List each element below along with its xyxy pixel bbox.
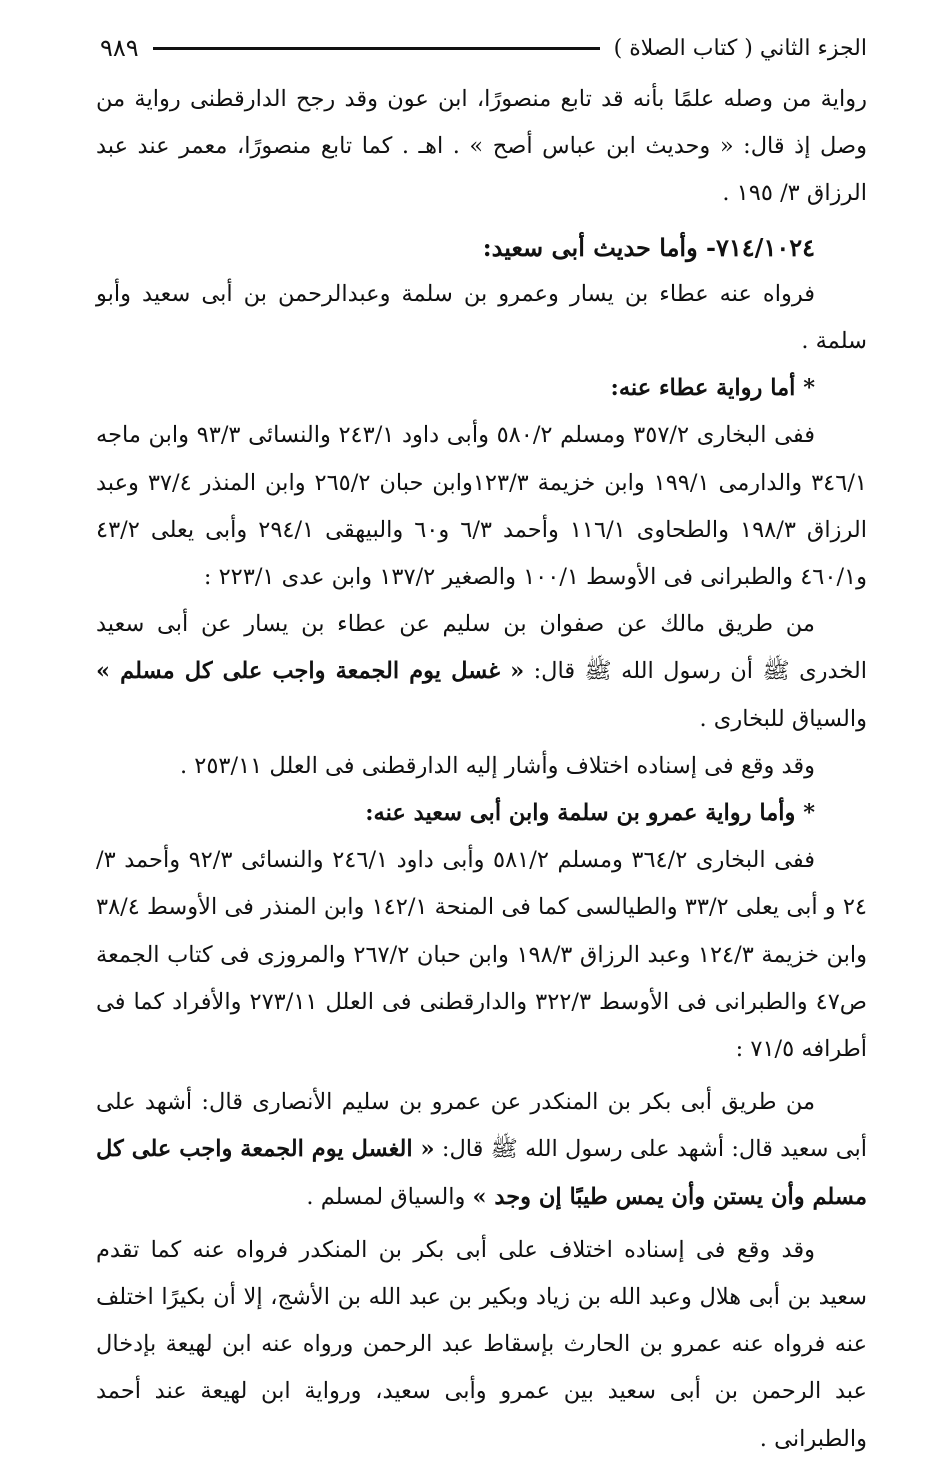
paragraph-continuation: رواية من وصله علمًا بأنه قد تابع منصورًا، ابن عون وقد رجح الدارقطنى رواية من وصل إذ قال: « وحديث ابن عباس أصح » . اهـ . كما تابع منصورًا، معمر عند عبد الرزاق ٣/ ١٩٥ . — [96, 86, 867, 207]
paragraph-ata-chain — [96, 601, 867, 743]
hadith-text: « الغسل يوم الجمعة واجب على كل مسلم وأن يستن وأن يمس طيبًا إن وجد » — [96, 1136, 867, 1210]
subheading-ata: * أما رواية عطاء عنه: — [610, 375, 815, 402]
paragraph-amr-chain — [96, 1079, 867, 1221]
paragraph-amr-note: وقد وقع فى إسناده اختلاف على أبى بكر بن المنكدر فرواه عنه كما تقدم سعيد بن أبى هلال وعبد الله بن زياد وبكير بن عبد الله بن الأشج، إلا أن بكيرًا اختلف عنه فرواه عنه عمرو بن الحارث بإسقاط عبد الرحمن ورواه عنه ابن لهيعة بإدخال عبد الرحمن بن أبى سعيد بين عمرو وأبى سعيد، ورواية ابن لهيعة عند أحمد والطبرانى . — [96, 1236, 867, 1452]
attribution-text: والسياق للبخارى . — [699, 705, 867, 732]
chain-text: من طريق أبى بكر بن المنكدر عن عمرو بن سليم الأنصارى قال: أشهد على أبى سعيد قال: أشهد على رسول الله ﷺ قال: — [96, 1089, 867, 1163]
paragraph-narrators: فرواه عنه عطاء بن يسار وعمرو بن سلمة وعبدالرحمن بن أبى سعيد وأبو سلمة . — [96, 280, 867, 355]
attribution-text: والسياق لمسلم . — [306, 1183, 473, 1210]
header-rule — [153, 47, 600, 50]
page-body — [96, 76, 867, 1463]
paragraph-ata-note: وقد وقع فى إسناده اختلاف وأشار إليه الدارقطنى فى العلل ٢٥٣/١١ . — [179, 752, 815, 779]
running-title: الجزء الثاني ( كتاب الصلاة ) — [613, 35, 867, 61]
page-header — [100, 30, 867, 66]
subheading-amr: * وأما رواية عمرو بن سلمة وابن أبى سعيد عنه: — [365, 800, 815, 827]
chain-text: من طريق مالك عن صفوان بن سليم عن عطاء بن يسار عن أبى سعيد الخدرى ﷺ أن رسول الله ﷺ قال: — [96, 611, 867, 685]
page-number: ٩٨٩ — [100, 34, 139, 62]
hadith-text: « غسل يوم الجمعة واجب على كل مسلم » — [96, 658, 525, 685]
paragraph-amr-sources: ففى البخارى ٣٦٤/٢ ومسلم ٥٨١/٢ وأبى داود ٢٤٦/١ والنسائى ٩٢/٣ وأحمد ٣/ ٢٤ و أبى يعلى ٣٣/٢ والطيالسى كما فى المنحة ١٤٢/١ وابن المنذر فى الأوسط ٣٨/٤ وابن خزيمة ١٢٤/٣ وعبد الرزاق ١٩٨/٣ وابن حبان ٢٦٧/٢ والمروزى فى كتاب الجمعة ص٤٧ والطبرانى فى الأوسط ٣٢٢/٣ والدارقطنى فى العلل ٢٧٣/١١ والأفراد كما فى أطرافه ٧١/٥ : — [96, 847, 868, 1063]
paragraph-ata-sources: ففى البخارى ٣٥٧/٢ ومسلم ٥٨٠/٢ وأبى داود ٢٤٣/١ والنسائى ٩٣/٣ وابن ماجه ٣٤٦/١ والدارمى ١٩٩/١ وابن خزيمة ١٢٣/٣وابن حبان ٢٦٥/٢ وابن المنذر ٣٧/٤ وعبد الرزاق ١٩٨/٣ والطحاوى ١١٦/١ وأحمد ٦/٣ و٦٠ والبيهقى ٢٩٤/١ وأبى يعلى ٤٣/٢ و٤٦٠/١ والطبرانى فى الأوسط ١٠٠/١ والصغير ١٣٧/٢ وابن عدى ٢٢٣/١ : — [96, 422, 868, 591]
section-heading-abi-said: ٧١٤/١٠٢٤- وأما حديث أبى سعيد: — [482, 232, 815, 262]
